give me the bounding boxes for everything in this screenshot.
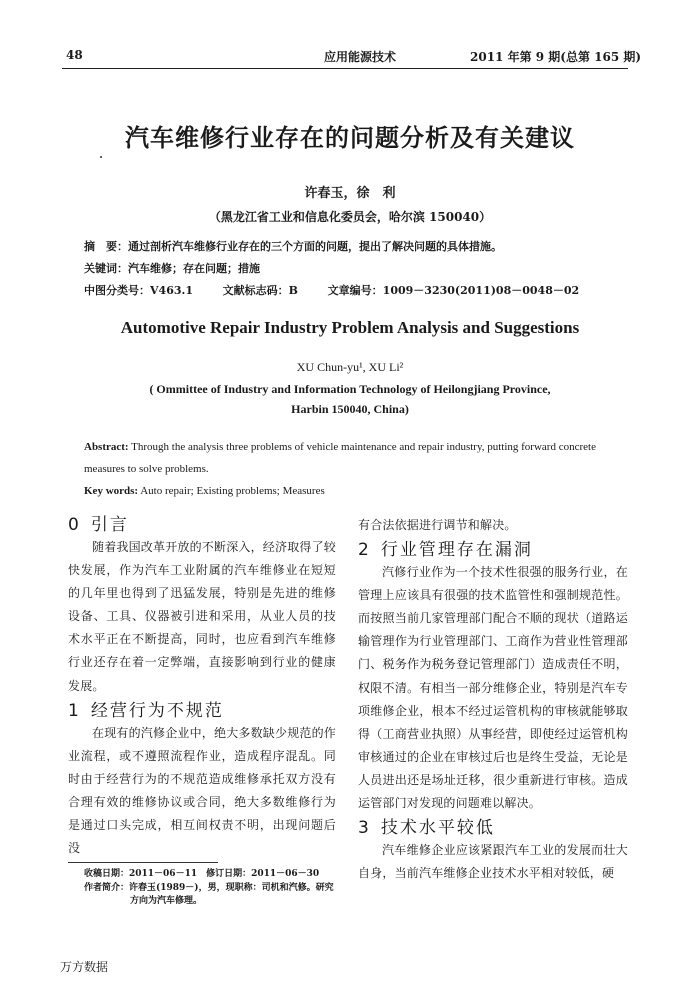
issue-info: 2011 年第 9 期(总第 165 期) [470, 50, 642, 64]
authors-en: XU Chun-yu¹, XU Li² [296, 360, 404, 374]
section-2-title: 行业管理存在漏洞 [380, 540, 533, 561]
section-0-heading [68, 514, 336, 536]
section-3-number: 3 [358, 818, 371, 839]
keywords-cn-label: 关键词： [84, 262, 128, 275]
section-3-paragraph: 汽车维修企业应该紧跟汽车工业的发展而壮大自身，当前汽车维修企业技术水平相对较低，硬 [358, 843, 628, 881]
footnote-dates: 收稿日期：2011－06－11 修订日期：2011－06－30 [84, 869, 320, 879]
authors-cn: 许春玉，徐 利 [304, 186, 396, 201]
abstract-cn [84, 238, 502, 254]
section-1-paragraph-continued: 有合法依据进行调节和解决。 [358, 518, 517, 532]
title-cn: 汽车维修行业存在的问题分析及有关建议 [125, 123, 575, 152]
section-2-paragraph: 汽修行业作为一个技术性很强的服务行业，在管理上应该具有很强的技术监管性和强制规范性。而按照当前几家管理部门配合不顺的现状（道路运输管理作为行业管理部门、工商作为营业性管理部门、税务作为税务登记管理部门）造成责任不明，权限不清。有相当一部分维修企业，特别是汽车专项维修企业，根本不经过运管机构的审核就能够取得（工商营业执照）从事经营，即使经过运管机构审核通过的企业在审核过后也是终生受益，无论是人员进出还是场址迁移，很少重新进行审核。造成运管部门对发现的问题难以解决。 [358, 565, 628, 811]
abstract-cn-label: 摘 要： [84, 240, 128, 253]
section-0-number: 0 [68, 515, 81, 535]
article-number: 文章编号：1009－3230(2011)08－0048－02 [327, 284, 580, 297]
section-2-number: 2 [358, 540, 371, 561]
footnote-bio-cont: 方向为汽车修理。 [130, 896, 203, 906]
section-3-heading [358, 817, 628, 839]
right-column [358, 514, 628, 885]
scan-speck [100, 156, 102, 158]
section-0-title: 引言 [90, 515, 129, 535]
section-1-number: 1 [68, 700, 81, 721]
abstract-en [84, 436, 620, 480]
document-code: 文献标志码：B [222, 284, 298, 297]
title-en: Automotive Repair Industry Problem Analysis and Suggestions [120, 318, 580, 337]
keywords-en-text: Auto repair; Existing problems; Measures [140, 485, 325, 497]
clc-number: 中图分类号：V463.1 [84, 284, 193, 297]
section-1-paragraph: 在现有的汽修企业中，绝大多数缺少规范的作业流程，或不遵照流程作业，造成程序混乱。同时由于经营行为的不规范造成维修承托双方没有合理有效的维修协议或合同，绝大多数维修行为是通过口头完成，相互间权责不明，出现问题后没 [68, 725, 337, 856]
abstract-en-label: Abstract: [84, 441, 129, 453]
affiliation-en-line1: ( Ommittee of Industry and Information Technology of Heilongjiang Province, [149, 382, 551, 396]
keywords-en-label: Key words: [84, 485, 139, 497]
section-2-heading [358, 539, 628, 561]
left-column [68, 514, 336, 860]
journal-name: 应用能源技术 [324, 50, 397, 64]
affiliation-en-line2: Harbin 150040, China) [291, 402, 409, 416]
keywords-cn-text: 汽车维修；存在问题；措施 [128, 262, 260, 275]
section-3-title: 技术水平较低 [380, 818, 495, 839]
footnote-bio: 作者简介：许春玉(1989－)，男，现职称：司机和汽修。研究 [84, 883, 334, 893]
affiliation-cn: （黑龙江省工业和信息化委员会，哈尔滨 150040） [208, 210, 492, 224]
section-1-title: 经营行为不规范 [90, 700, 224, 721]
classification-line [84, 282, 579, 298]
footnote-rule [68, 862, 218, 863]
watermark: 万方数据 [60, 960, 109, 974]
abstract-cn-text: 通过剖析汽车维修行业存在的三个方面的问题，提出了解决问题的具体措施。 [128, 240, 502, 253]
section-0-paragraph: 随着我国改革开放的不断深入，经济取得了较快发展，作为汽车工业附属的汽车维修业在短短的几年里也得到了迅猛发展，特别是先进的维修设备、工具、仪器被引进和采用，从业人员的技术水平正在不断提高，同时，也应看到汽车维修行业还存在着一定弊端，直接影响到行业的健康发展。 [68, 540, 337, 693]
section-1-heading [68, 700, 336, 722]
keywords-en [84, 480, 620, 502]
header-rule [62, 68, 628, 69]
keywords-cn [84, 260, 260, 276]
page-number: 48 [66, 48, 83, 62]
abstract-en-text: Through the analysis three problems of vehicle maintenance and repair industry, putting forward concrete measures to solve problems. [84, 441, 596, 475]
